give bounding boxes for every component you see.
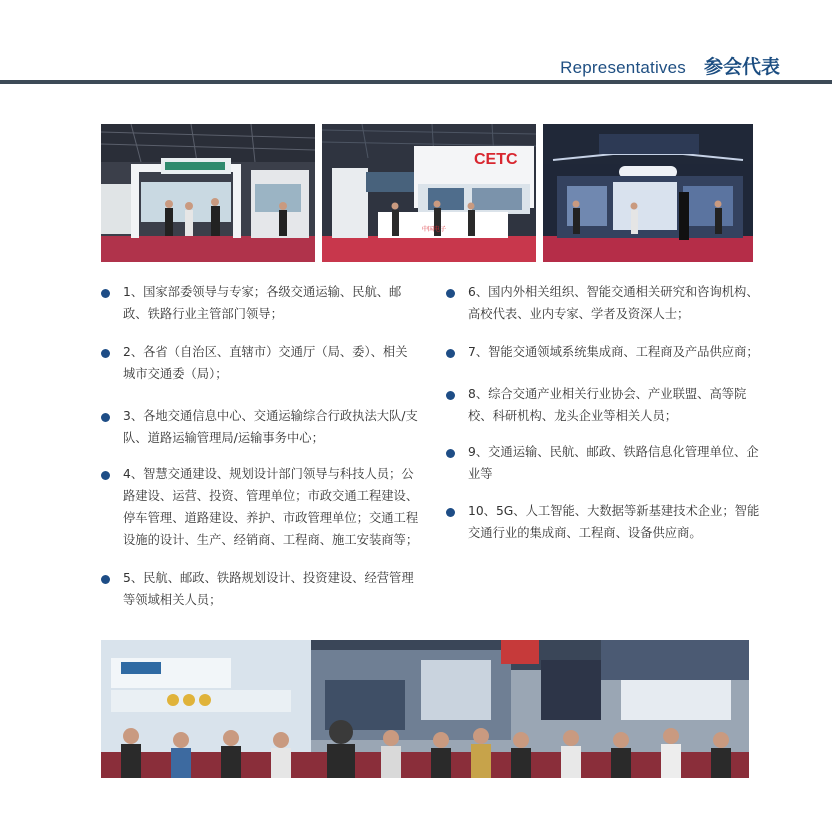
- bullet-icon: [446, 349, 455, 358]
- booth-sign: CETC: [474, 151, 518, 168]
- bullet-icon: [101, 289, 110, 298]
- list-item: [101, 341, 419, 385]
- bullet-icon: [446, 391, 455, 400]
- list-item-text: 10、5G、人工智能、大数据等新基建技术企业；智能交通行业的集成商、工程商、设备供应商。: [468, 504, 760, 540]
- list-item-text: 9、交通运输、民航、邮政、铁路信息化管理单位、企业等: [468, 445, 759, 481]
- bullet-icon: [101, 413, 110, 422]
- list-item-text: 6、国内外相关组织、智能交通相关研究和咨询机构、高校代表、业内专家、学者及资深人士；: [468, 285, 759, 321]
- list-item-text: 4、智慧交通建设、规划设计部门领导与科技人员；公路建设、运营、投资、管理单位；市政交通工程建设、停车管理、道路建设、养护、市政管理单位；交通工程设施的设计、生产、经销商、工程商、施工安装商等；: [123, 467, 419, 547]
- list-item: [446, 500, 762, 544]
- page-title: [560, 52, 780, 79]
- list-item: [446, 341, 762, 363]
- list-item: [101, 281, 419, 325]
- bullet-icon: [446, 449, 455, 458]
- list-item-text: 7、智能交通领域系统集成商、工程商及产品供应商；: [468, 345, 759, 359]
- list-item: [101, 463, 419, 551]
- participant-list-left: [101, 281, 419, 611]
- bullet-icon: [101, 349, 110, 358]
- list-item: [101, 567, 419, 611]
- header-divider: [0, 80, 832, 84]
- bullet-icon: [446, 508, 455, 517]
- list-item: [446, 281, 762, 325]
- bullet-icon: [101, 471, 110, 480]
- list-item: [101, 405, 419, 449]
- list-item: [446, 383, 762, 427]
- participant-list-right: [446, 281, 762, 544]
- list-item-text: 5、民航、邮政、铁路规划设计、投资建设、经营管理等领域相关人员；: [123, 571, 414, 607]
- bullet-icon: [446, 289, 455, 298]
- exhibition-photo-3: [543, 124, 753, 262]
- list-item-text: 3、各地交通信息中心、交通运输综合行政执法大队/支队、道路运输管理局/运输事务中心；: [123, 409, 418, 445]
- exhibition-photo-1: [101, 124, 315, 262]
- exhibition-crowd-photo: [101, 640, 749, 778]
- booth-sign-sub: 中国电子: [422, 226, 447, 233]
- bullet-icon: [101, 575, 110, 584]
- list-item-text: 8、综合交通产业相关行业协会、产业联盟、高等院校、科研机构、龙头企业等相关人员；: [468, 387, 747, 423]
- list-item: [446, 441, 762, 485]
- page-title-cn: 参会代表: [703, 56, 780, 78]
- page-title-en: Representatives: [560, 58, 686, 77]
- exhibition-photo-2: [322, 124, 536, 262]
- list-item-text: 2、各省（自治区、直辖市）交通厅（局、委）、相关城市交通委（局）；: [123, 345, 408, 381]
- list-item-text: 1、国家部委领导与专家；各级交通运输、民航、邮政、铁路行业主管部门领导；: [123, 285, 402, 321]
